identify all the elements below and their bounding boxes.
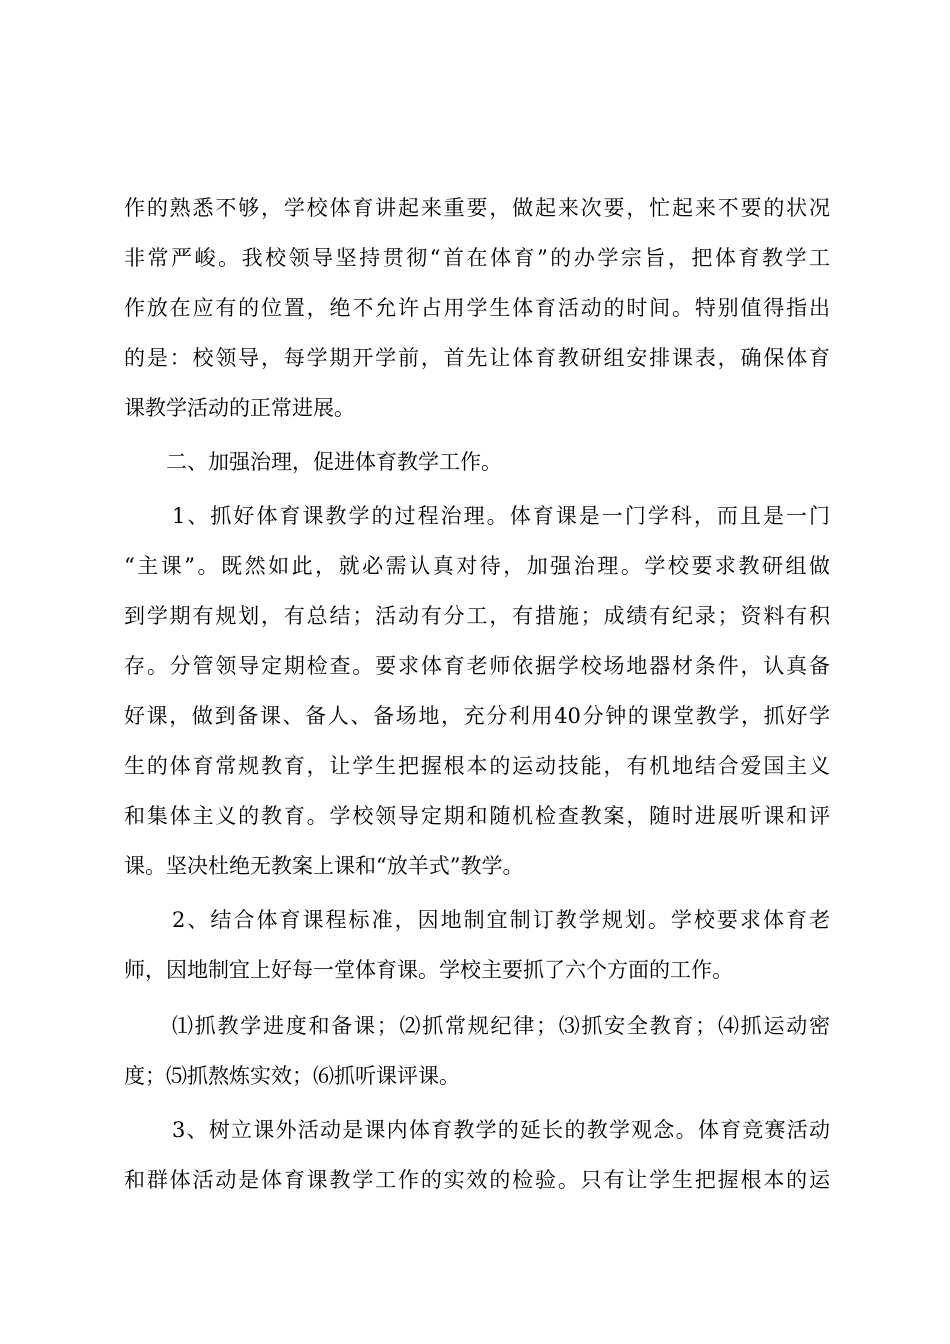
paragraph-line: 和群体活动是体育课教学工作的实效的检验。只有让学生把握根本的运 bbox=[124, 1168, 830, 1192]
paragraph-line: 课教学活动的正常进展。 bbox=[124, 396, 355, 420]
paragraph-line: 生的体育常规教育，让学生把握根本的运动技能，有机地结合爱国主义 bbox=[124, 754, 830, 778]
paragraph-line: 1、抓好体育课教学的过程治理。体育课是一门学科，而且是一门 bbox=[172, 504, 830, 528]
paragraph-line: 作放在应有的位置，绝不允许占用学生体育活动的时间。特别值得指出 bbox=[124, 296, 830, 320]
paragraph-line: “主课”。既然如此，就必需认真对待，加强治理。学校要求教研组做 bbox=[124, 554, 830, 578]
paragraph-line: ⑴抓教学进度和备课；⑵抓常规纪律；⑶抓安全教育；⑷抓运动密 bbox=[172, 1014, 830, 1038]
paragraph-line: 和集体主义的教育。学校领导定期和随机检查教案，随时进展听课和评 bbox=[124, 804, 830, 828]
paragraph-line: 师，因地制宜上好每一堂体育课。学校主要抓了六个方面的工作。 bbox=[124, 958, 733, 982]
paragraph-line: 到学期有规划，有总结；活动有分工，有措施；成绩有纪录；资料有积 bbox=[124, 604, 830, 628]
paragraph-line: 好课，做到备课、备人、备场地，充分利用40分钟的课堂教学，抓好学 bbox=[124, 704, 830, 728]
paragraph-line: 非常严峻。我校领导坚持贯彻“首在体育”的办学宗旨，把体育教学工 bbox=[124, 246, 830, 270]
paragraph-line: 课。坚决杜绝无教案上课和“放羊式”教学。 bbox=[124, 854, 524, 878]
paragraph-line: 作的熟悉不够，学校体育讲起来重要，做起来次要，忙起来不要的状况 bbox=[124, 196, 830, 220]
paragraph-line: 3、树立课外活动是课内体育教学的延长的教学观念。体育竞赛活动 bbox=[172, 1118, 830, 1142]
section-heading: 二、加强治理，促进体育教学工作。 bbox=[166, 450, 502, 474]
paragraph-line: 的是：校领导，每学期开学前，首先让体育教研组安排课表，确保体育 bbox=[124, 346, 830, 370]
paragraph-line: 度；⑸抓熬炼实效；⑹抓听课评课。 bbox=[124, 1064, 460, 1088]
paragraph-line: 2、结合体育课程标准，因地制宜制订教学规划。学校要求体育老 bbox=[172, 908, 830, 932]
paragraph-line: 存。分管领导定期检查。要求体育老师依据学校场地器材条件，认真备 bbox=[124, 654, 830, 678]
